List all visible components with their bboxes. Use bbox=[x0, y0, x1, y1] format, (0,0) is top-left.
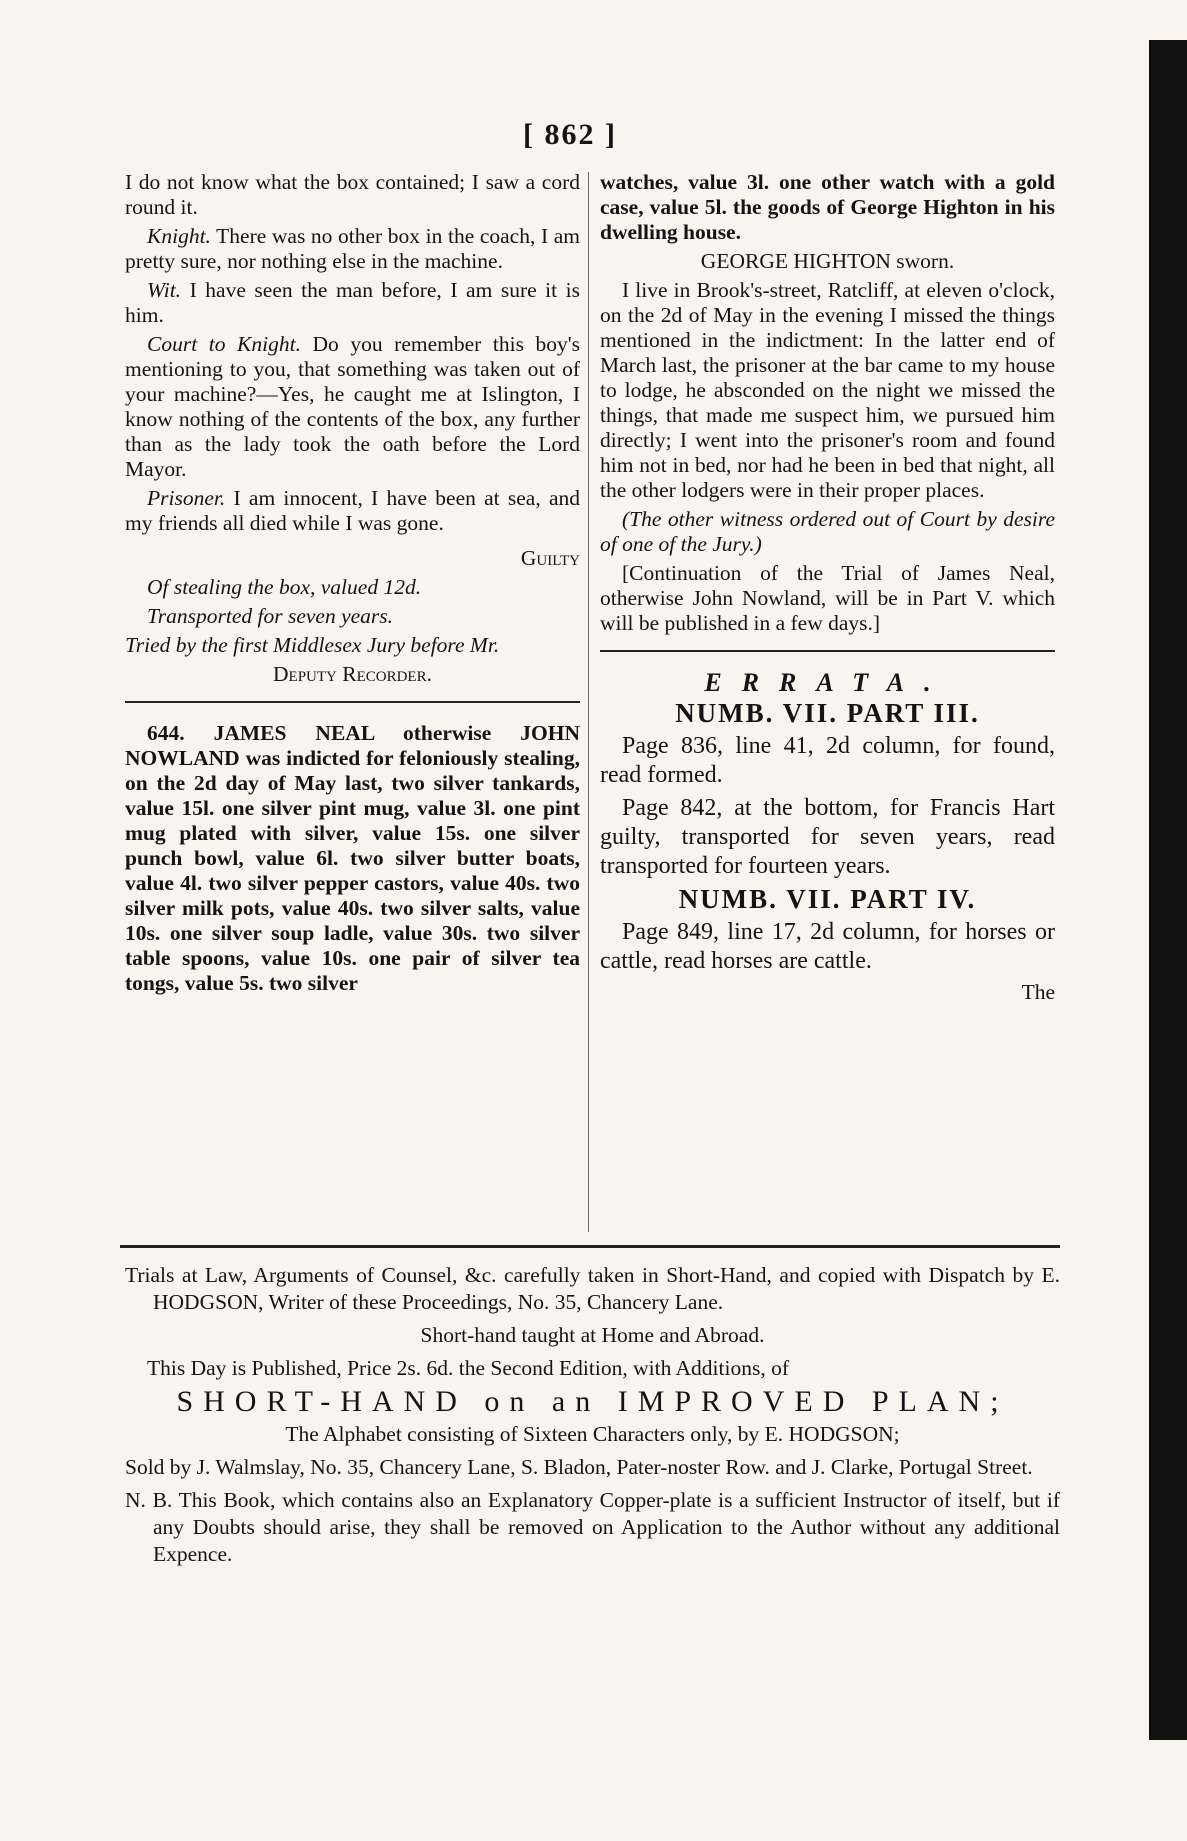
footer-sold: Sold by J. Walmslay, No. 35, Chancery Lane, S. Bladon, Pater-noster Row. and J. Clarke, Portugal Street. bbox=[125, 1455, 1033, 1479]
left-column bbox=[125, 170, 580, 1000]
footer-nb: N. B. This Book, which contains also an Explanatory Copper-plate is a sufficient Instructor of itself, but if any Doubts should arise, they shall be removed on Application to the Author without any additional Expence. bbox=[125, 1488, 1060, 1566]
left-para-3-text: I have seen the man before, I am sure it is him. bbox=[125, 278, 581, 327]
footer-advertisement bbox=[125, 1262, 1060, 1574]
speaker-court: Court to Knight. bbox=[147, 332, 301, 356]
footer-shorthand-title: SHORT-HAND on an IMPROVED PLAN; bbox=[176, 1385, 1009, 1418]
jury-note: (The other witness ordered out of Court by desire of one of the Jury.) bbox=[600, 507, 1055, 556]
case-644: 644. JAMES NEAL otherwise JOHN NOWLAND was indicted for feloniously stealing, on the 2d day of May last, two silver tankards, value 15l. one silver pint mug, value 3l. one pint mug plated with silver, value 15s. one silver punch bowl, value 6l. two silver butter boats, value 4l. two silver pepper castors, value 40s. two silver milk pots, value 40s. two silver salts, value 10s. one silver soup ladle, value 30s. two silver table spoons, value 10s. one pair of silver tea tongs, value 5s. two silver bbox=[125, 721, 580, 995]
footer-rule bbox=[120, 1245, 1060, 1248]
case-divider-rule bbox=[125, 701, 580, 703]
of-stealing: Of stealing the box, valued 12d. bbox=[147, 575, 422, 599]
tried-by: Tried by the first Middlesex Jury before Mr. bbox=[125, 633, 500, 657]
continuation-note: [Continuation of the Trial of James Neal, otherwise John Nowland, will be in Part V. which will be published in a few days.] bbox=[600, 561, 1055, 635]
column-divider bbox=[588, 172, 589, 1232]
footer-alphabet: The Alphabet consisting of Sixteen Characters only, by E. HODGSON; bbox=[285, 1422, 900, 1446]
left-para-1: I do not know what the box contained; I saw a cord round it. bbox=[125, 170, 580, 219]
footer-published: This Day is Published, Price 2s. 6d. the Second Edition, with Additions, of bbox=[147, 1356, 789, 1380]
left-para-3 bbox=[125, 278, 580, 328]
errata-2: Page 842, at the bottom, for Francis Hart guilty, transported for seven years, read transported for fourteen years. bbox=[600, 795, 1055, 879]
left-para-2-text: There was no other box in the coach, I am pretty sure, nor nothing else in the machine. bbox=[125, 224, 580, 273]
errata-3: Page 849, line 17, 2d column, for horses or cattle, read horses are cattle. bbox=[600, 919, 1055, 974]
scan-page-edge bbox=[1149, 40, 1187, 1740]
catchword: The bbox=[1021, 980, 1055, 1004]
numb-part-4: NUMB. VII. PART IV. bbox=[678, 884, 977, 914]
errata-divider-rule bbox=[600, 650, 1055, 652]
deputy-recorder: Deputy Recorder. bbox=[273, 662, 432, 686]
footer-taught: Short-hand taught at Home and Abroad. bbox=[420, 1323, 765, 1347]
sentence: Transported for seven years. bbox=[147, 604, 394, 628]
left-para-5-text: I am innocent, I have been at sea, and my friends all died while I was gone. bbox=[125, 486, 580, 535]
right-para-2: I live in Brook's-street, Ratcliff, at eleven o'clock, on the 2d of May in the evening I missed the things mentioned in the indictment: In the latter end of March last, the prisoner at the bar came to my house to lodge, he absconded on the night we missed the things, that made me suspect him, we pursued him directly; I went into the prisoner's room and found him not in bed, nor had he been in bed that night, all the other lodgers were in their proper places. bbox=[600, 278, 1055, 502]
speaker-knight: Knight. bbox=[147, 224, 211, 248]
left-para-4-text: Do you remember this boy's mentioning to you, that something was taken out of your machine?—Yes, he caught me at Islington, I know nothing of the contents of the box, any further than as the lady took the oath before the Lord Mayor. bbox=[125, 332, 580, 481]
footer-trials: Trials at Law, Arguments of Counsel, &c. carefully taken in Short-Hand, and copied with Dispatch by E. HODGSON, Writer of these Proceedings, No. 35, Chancery Lane. bbox=[125, 1263, 1060, 1314]
errata-1: Page 836, line 41, 2d column, for found, read formed. bbox=[600, 733, 1055, 788]
witness-sworn: GEORGE HIGHTON sworn. bbox=[700, 249, 955, 273]
page-number: [ 862 ] bbox=[523, 118, 617, 151]
errata-title: ERRATA. bbox=[704, 668, 951, 697]
numb-part-3: NUMB. VII. PART III. bbox=[675, 698, 980, 728]
left-para-5 bbox=[125, 486, 580, 536]
right-para-1: watches, value 3l. one other watch with a gold case, value 5l. the goods of George Highton in his dwelling house. bbox=[600, 170, 1055, 244]
verdict: Guilty bbox=[520, 546, 580, 570]
speaker-prisoner: Prisoner. bbox=[147, 486, 226, 510]
left-para-4 bbox=[125, 332, 580, 482]
speaker-witness: Wit. bbox=[147, 278, 182, 302]
left-para-2 bbox=[125, 224, 580, 274]
right-column bbox=[600, 170, 1055, 1009]
